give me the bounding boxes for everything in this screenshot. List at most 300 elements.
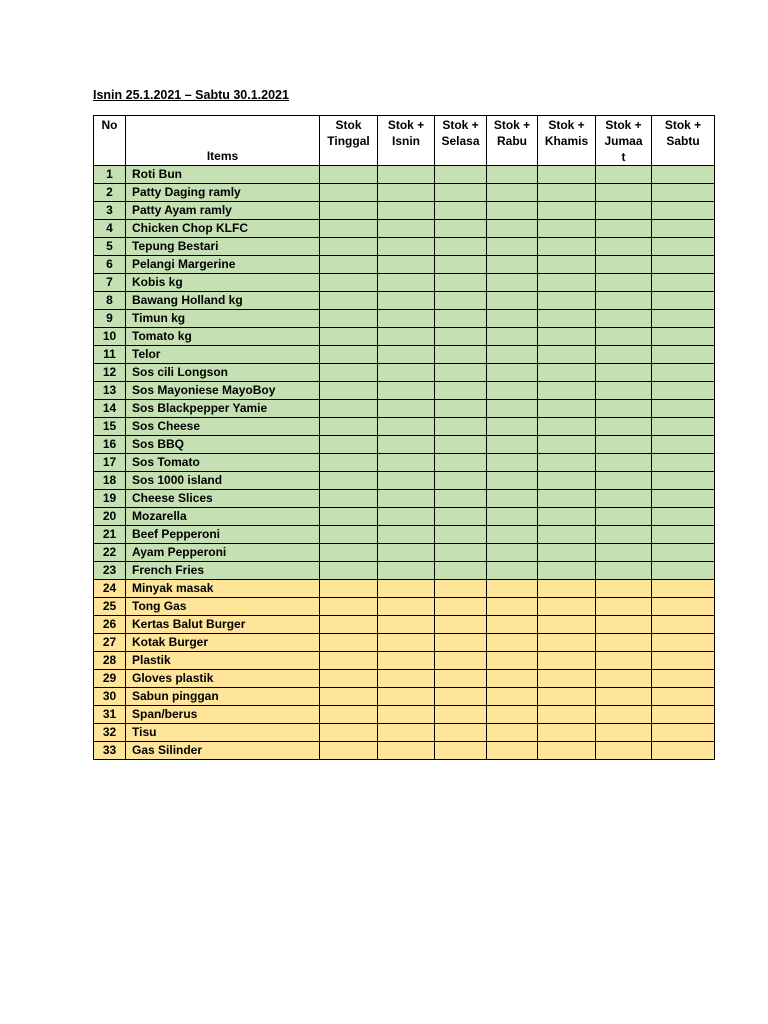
cell-stok-rabu — [487, 490, 538, 508]
row-number: 26 — [94, 616, 126, 634]
cell-stok-tinggal — [320, 310, 378, 328]
cell-stok-khamis — [538, 598, 596, 616]
row-item-name: Ayam Pepperoni — [126, 544, 320, 562]
cell-stok-tinggal — [320, 202, 378, 220]
row-item-name: French Fries — [126, 562, 320, 580]
table-row — [94, 544, 715, 562]
cell-stok-sabtu — [652, 202, 715, 220]
cell-stok-tinggal — [320, 742, 378, 760]
table-row — [94, 652, 715, 670]
cell-stok-tinggal — [320, 472, 378, 490]
cell-stok-selasa — [435, 544, 487, 562]
cell-stok-tinggal — [320, 562, 378, 580]
cell-stok-isnin — [378, 364, 435, 382]
cell-stok-isnin — [378, 670, 435, 688]
row-number: 19 — [94, 490, 126, 508]
cell-stok-sabtu — [652, 310, 715, 328]
row-number: 14 — [94, 400, 126, 418]
cell-stok-sabtu — [652, 184, 715, 202]
table-row — [94, 436, 715, 454]
cell-stok-tinggal — [320, 670, 378, 688]
cell-stok-sabtu — [652, 238, 715, 256]
cell-stok-selasa — [435, 580, 487, 598]
row-number: 13 — [94, 382, 126, 400]
row-number: 15 — [94, 418, 126, 436]
cell-stok-sabtu — [652, 274, 715, 292]
cell-stok-jumaat — [596, 526, 652, 544]
table-row — [94, 400, 715, 418]
cell-stok-khamis — [538, 706, 596, 724]
cell-stok-jumaat — [596, 166, 652, 184]
cell-stok-jumaat — [596, 202, 652, 220]
cell-stok-jumaat — [596, 508, 652, 526]
cell-stok-khamis — [538, 220, 596, 238]
cell-stok-sabtu — [652, 328, 715, 346]
cell-stok-rabu — [487, 526, 538, 544]
header-stok-tinggal: Stok Tinggal — [320, 116, 378, 166]
cell-stok-jumaat — [596, 184, 652, 202]
cell-stok-sabtu — [652, 418, 715, 436]
cell-stok-khamis — [538, 526, 596, 544]
cell-stok-sabtu — [652, 670, 715, 688]
row-item-name: Sos cili Longson — [126, 364, 320, 382]
cell-stok-sabtu — [652, 562, 715, 580]
cell-stok-khamis — [538, 508, 596, 526]
row-item-name: Mozarella — [126, 508, 320, 526]
cell-stok-sabtu — [652, 688, 715, 706]
cell-stok-jumaat — [596, 652, 652, 670]
cell-stok-khamis — [538, 634, 596, 652]
cell-stok-isnin — [378, 490, 435, 508]
cell-stok-tinggal — [320, 400, 378, 418]
cell-stok-jumaat — [596, 256, 652, 274]
cell-stok-isnin — [378, 526, 435, 544]
cell-stok-khamis — [538, 202, 596, 220]
cell-stok-isnin — [378, 184, 435, 202]
cell-stok-tinggal — [320, 238, 378, 256]
cell-stok-isnin — [378, 652, 435, 670]
row-item-name: Cheese Slices — [126, 490, 320, 508]
cell-stok-isnin — [378, 634, 435, 652]
cell-stok-jumaat — [596, 562, 652, 580]
table-row — [94, 382, 715, 400]
cell-stok-selasa — [435, 526, 487, 544]
row-number: 9 — [94, 310, 126, 328]
table-row — [94, 490, 715, 508]
cell-stok-khamis — [538, 274, 596, 292]
cell-stok-khamis — [538, 670, 596, 688]
cell-stok-selasa — [435, 670, 487, 688]
cell-stok-sabtu — [652, 490, 715, 508]
row-item-name: Plastik — [126, 652, 320, 670]
cell-stok-khamis — [538, 616, 596, 634]
table-row — [94, 418, 715, 436]
cell-stok-jumaat — [596, 580, 652, 598]
cell-stok-selasa — [435, 382, 487, 400]
row-item-name: Sos Blackpepper Yamie — [126, 400, 320, 418]
row-number: 11 — [94, 346, 126, 364]
cell-stok-khamis — [538, 652, 596, 670]
cell-stok-sabtu — [652, 526, 715, 544]
row-item-name: Sos BBQ — [126, 436, 320, 454]
cell-stok-isnin — [378, 238, 435, 256]
cell-stok-khamis — [538, 328, 596, 346]
cell-stok-rabu — [487, 418, 538, 436]
cell-stok-selasa — [435, 292, 487, 310]
cell-stok-jumaat — [596, 418, 652, 436]
cell-stok-tinggal — [320, 346, 378, 364]
table-body — [94, 166, 715, 760]
cell-stok-selasa — [435, 706, 487, 724]
cell-stok-khamis — [538, 562, 596, 580]
cell-stok-selasa — [435, 508, 487, 526]
cell-stok-selasa — [435, 418, 487, 436]
table-row — [94, 508, 715, 526]
row-number: 17 — [94, 454, 126, 472]
cell-stok-selasa — [435, 562, 487, 580]
cell-stok-tinggal — [320, 652, 378, 670]
cell-stok-sabtu — [652, 652, 715, 670]
cell-stok-rabu — [487, 310, 538, 328]
cell-stok-isnin — [378, 472, 435, 490]
cell-stok-isnin — [378, 454, 435, 472]
cell-stok-selasa — [435, 274, 487, 292]
cell-stok-selasa — [435, 166, 487, 184]
cell-stok-tinggal — [320, 634, 378, 652]
cell-stok-tinggal — [320, 328, 378, 346]
row-item-name: Sabun pinggan — [126, 688, 320, 706]
cell-stok-isnin — [378, 220, 435, 238]
cell-stok-jumaat — [596, 724, 652, 742]
cell-stok-khamis — [538, 544, 596, 562]
row-item-name: Pelangi Margerine — [126, 256, 320, 274]
cell-stok-jumaat — [596, 490, 652, 508]
row-number: 29 — [94, 670, 126, 688]
cell-stok-sabtu — [652, 742, 715, 760]
cell-stok-isnin — [378, 706, 435, 724]
cell-stok-isnin — [378, 580, 435, 598]
header-stok-isnin: Stok + Isnin — [378, 116, 435, 166]
header-stok-selasa: Stok + Selasa — [435, 116, 487, 166]
cell-stok-rabu — [487, 184, 538, 202]
cell-stok-rabu — [487, 670, 538, 688]
cell-stok-tinggal — [320, 508, 378, 526]
cell-stok-selasa — [435, 652, 487, 670]
cell-stok-selasa — [435, 490, 487, 508]
row-number: 27 — [94, 634, 126, 652]
cell-stok-selasa — [435, 436, 487, 454]
cell-stok-tinggal — [320, 526, 378, 544]
row-item-name: Sos Mayoniese MayoBoy — [126, 382, 320, 400]
cell-stok-khamis — [538, 742, 596, 760]
table-row — [94, 346, 715, 364]
cell-stok-tinggal — [320, 688, 378, 706]
cell-stok-tinggal — [320, 580, 378, 598]
cell-stok-jumaat — [596, 400, 652, 418]
row-number: 33 — [94, 742, 126, 760]
table-row — [94, 616, 715, 634]
stock-table — [93, 115, 715, 760]
row-number: 31 — [94, 706, 126, 724]
header-stok-sabtu: Stok + Sabtu — [652, 116, 715, 166]
table-row — [94, 292, 715, 310]
table-row — [94, 742, 715, 760]
cell-stok-tinggal — [320, 418, 378, 436]
row-number: 28 — [94, 652, 126, 670]
table-row — [94, 274, 715, 292]
cell-stok-isnin — [378, 616, 435, 634]
cell-stok-sabtu — [652, 436, 715, 454]
cell-stok-rabu — [487, 382, 538, 400]
cell-stok-sabtu — [652, 580, 715, 598]
cell-stok-jumaat — [596, 616, 652, 634]
cell-stok-khamis — [538, 688, 596, 706]
header-stok-jumaat: Stok + Jumaa t — [596, 116, 652, 166]
cell-stok-isnin — [378, 742, 435, 760]
cell-stok-tinggal — [320, 544, 378, 562]
header-stok-rabu: Stok + Rabu — [487, 116, 538, 166]
row-number: 22 — [94, 544, 126, 562]
cell-stok-isnin — [378, 274, 435, 292]
cell-stok-khamis — [538, 292, 596, 310]
cell-stok-selasa — [435, 472, 487, 490]
row-number: 12 — [94, 364, 126, 382]
cell-stok-tinggal — [320, 706, 378, 724]
row-item-name: Sos Tomato — [126, 454, 320, 472]
cell-stok-khamis — [538, 454, 596, 472]
cell-stok-rabu — [487, 346, 538, 364]
table-row — [94, 202, 715, 220]
row-number: 23 — [94, 562, 126, 580]
table-row — [94, 598, 715, 616]
cell-stok-khamis — [538, 472, 596, 490]
row-number: 21 — [94, 526, 126, 544]
cell-stok-rabu — [487, 454, 538, 472]
row-item-name: Bawang Holland kg — [126, 292, 320, 310]
cell-stok-sabtu — [652, 166, 715, 184]
cell-stok-isnin — [378, 202, 435, 220]
table-row — [94, 328, 715, 346]
cell-stok-rabu — [487, 472, 538, 490]
cell-stok-selasa — [435, 256, 487, 274]
cell-stok-sabtu — [652, 706, 715, 724]
row-number: 3 — [94, 202, 126, 220]
cell-stok-sabtu — [652, 544, 715, 562]
cell-stok-tinggal — [320, 274, 378, 292]
cell-stok-khamis — [538, 490, 596, 508]
cell-stok-khamis — [538, 418, 596, 436]
cell-stok-jumaat — [596, 544, 652, 562]
row-item-name: Gas Silinder — [126, 742, 320, 760]
cell-stok-khamis — [538, 382, 596, 400]
row-item-name: Patty Daging ramly — [126, 184, 320, 202]
cell-stok-sabtu — [652, 724, 715, 742]
cell-stok-selasa — [435, 616, 487, 634]
cell-stok-jumaat — [596, 364, 652, 382]
cell-stok-isnin — [378, 256, 435, 274]
row-item-name: Timun kg — [126, 310, 320, 328]
table-row — [94, 562, 715, 580]
cell-stok-tinggal — [320, 184, 378, 202]
cell-stok-jumaat — [596, 328, 652, 346]
cell-stok-isnin — [378, 400, 435, 418]
row-item-name: Roti Bun — [126, 166, 320, 184]
cell-stok-isnin — [378, 598, 435, 616]
table-row — [94, 310, 715, 328]
cell-stok-jumaat — [596, 634, 652, 652]
cell-stok-jumaat — [596, 238, 652, 256]
cell-stok-rabu — [487, 256, 538, 274]
cell-stok-rabu — [487, 688, 538, 706]
row-number: 4 — [94, 220, 126, 238]
cell-stok-jumaat — [596, 220, 652, 238]
cell-stok-khamis — [538, 400, 596, 418]
header-items: Items — [126, 116, 320, 166]
cell-stok-khamis — [538, 184, 596, 202]
cell-stok-isnin — [378, 346, 435, 364]
cell-stok-selasa — [435, 364, 487, 382]
cell-stok-isnin — [378, 508, 435, 526]
cell-stok-rabu — [487, 580, 538, 598]
row-number: 8 — [94, 292, 126, 310]
row-number: 1 — [94, 166, 126, 184]
cell-stok-sabtu — [652, 454, 715, 472]
cell-stok-rabu — [487, 328, 538, 346]
cell-stok-rabu — [487, 220, 538, 238]
cell-stok-jumaat — [596, 706, 652, 724]
row-item-name: Patty Ayam ramly — [126, 202, 320, 220]
row-number: 30 — [94, 688, 126, 706]
cell-stok-sabtu — [652, 220, 715, 238]
cell-stok-selasa — [435, 202, 487, 220]
row-number: 18 — [94, 472, 126, 490]
cell-stok-sabtu — [652, 616, 715, 634]
cell-stok-khamis — [538, 346, 596, 364]
row-number: 24 — [94, 580, 126, 598]
cell-stok-khamis — [538, 724, 596, 742]
cell-stok-jumaat — [596, 670, 652, 688]
table-row — [94, 472, 715, 490]
cell-stok-selasa — [435, 724, 487, 742]
cell-stok-rabu — [487, 598, 538, 616]
row-item-name: Kobis kg — [126, 274, 320, 292]
cell-stok-isnin — [378, 688, 435, 706]
row-number: 25 — [94, 598, 126, 616]
cell-stok-jumaat — [596, 436, 652, 454]
cell-stok-tinggal — [320, 454, 378, 472]
cell-stok-rabu — [487, 562, 538, 580]
cell-stok-rabu — [487, 238, 538, 256]
row-item-name: Sos 1000 island — [126, 472, 320, 490]
cell-stok-isnin — [378, 166, 435, 184]
table-row — [94, 184, 715, 202]
cell-stok-jumaat — [596, 310, 652, 328]
cell-stok-isnin — [378, 310, 435, 328]
table-row — [94, 256, 715, 274]
cell-stok-selasa — [435, 220, 487, 238]
row-item-name: Beef Pepperoni — [126, 526, 320, 544]
row-item-name: Tong Gas — [126, 598, 320, 616]
cell-stok-khamis — [538, 310, 596, 328]
row-number: 2 — [94, 184, 126, 202]
cell-stok-rabu — [487, 634, 538, 652]
cell-stok-khamis — [538, 436, 596, 454]
cell-stok-sabtu — [652, 382, 715, 400]
cell-stok-jumaat — [596, 472, 652, 490]
cell-stok-jumaat — [596, 598, 652, 616]
cell-stok-khamis — [538, 256, 596, 274]
row-number: 7 — [94, 274, 126, 292]
cell-stok-jumaat — [596, 382, 652, 400]
table-row — [94, 634, 715, 652]
cell-stok-sabtu — [652, 292, 715, 310]
row-item-name: Sos Cheese — [126, 418, 320, 436]
cell-stok-jumaat — [596, 454, 652, 472]
row-number: 32 — [94, 724, 126, 742]
cell-stok-tinggal — [320, 490, 378, 508]
cell-stok-rabu — [487, 616, 538, 634]
cell-stok-sabtu — [652, 256, 715, 274]
table-row — [94, 220, 715, 238]
row-item-name: Kotak Burger — [126, 634, 320, 652]
table-row — [94, 166, 715, 184]
row-number: 16 — [94, 436, 126, 454]
cell-stok-tinggal — [320, 220, 378, 238]
cell-stok-sabtu — [652, 346, 715, 364]
cell-stok-selasa — [435, 454, 487, 472]
table-row — [94, 238, 715, 256]
table-row — [94, 454, 715, 472]
row-number: 20 — [94, 508, 126, 526]
cell-stok-selasa — [435, 598, 487, 616]
table-row — [94, 688, 715, 706]
table-row — [94, 364, 715, 382]
cell-stok-sabtu — [652, 472, 715, 490]
cell-stok-tinggal — [320, 166, 378, 184]
cell-stok-tinggal — [320, 382, 378, 400]
cell-stok-rabu — [487, 364, 538, 382]
cell-stok-selasa — [435, 328, 487, 346]
cell-stok-isnin — [378, 382, 435, 400]
cell-stok-selasa — [435, 400, 487, 418]
table-row — [94, 580, 715, 598]
table-row — [94, 706, 715, 724]
header-stok-khamis: Stok + Khamis — [538, 116, 596, 166]
header-row — [94, 116, 715, 166]
cell-stok-sabtu — [652, 400, 715, 418]
cell-stok-isnin — [378, 436, 435, 454]
cell-stok-sabtu — [652, 364, 715, 382]
cell-stok-rabu — [487, 508, 538, 526]
cell-stok-selasa — [435, 346, 487, 364]
row-item-name: Span/berus — [126, 706, 320, 724]
cell-stok-isnin — [378, 724, 435, 742]
row-item-name: Kertas Balut Burger — [126, 616, 320, 634]
cell-stok-jumaat — [596, 274, 652, 292]
cell-stok-khamis — [538, 238, 596, 256]
cell-stok-tinggal — [320, 598, 378, 616]
table-row — [94, 526, 715, 544]
cell-stok-khamis — [538, 166, 596, 184]
cell-stok-rabu — [487, 400, 538, 418]
cell-stok-selasa — [435, 238, 487, 256]
cell-stok-tinggal — [320, 616, 378, 634]
table-row — [94, 670, 715, 688]
header-no: No — [94, 116, 126, 166]
row-number: 6 — [94, 256, 126, 274]
cell-stok-tinggal — [320, 436, 378, 454]
row-number: 5 — [94, 238, 126, 256]
